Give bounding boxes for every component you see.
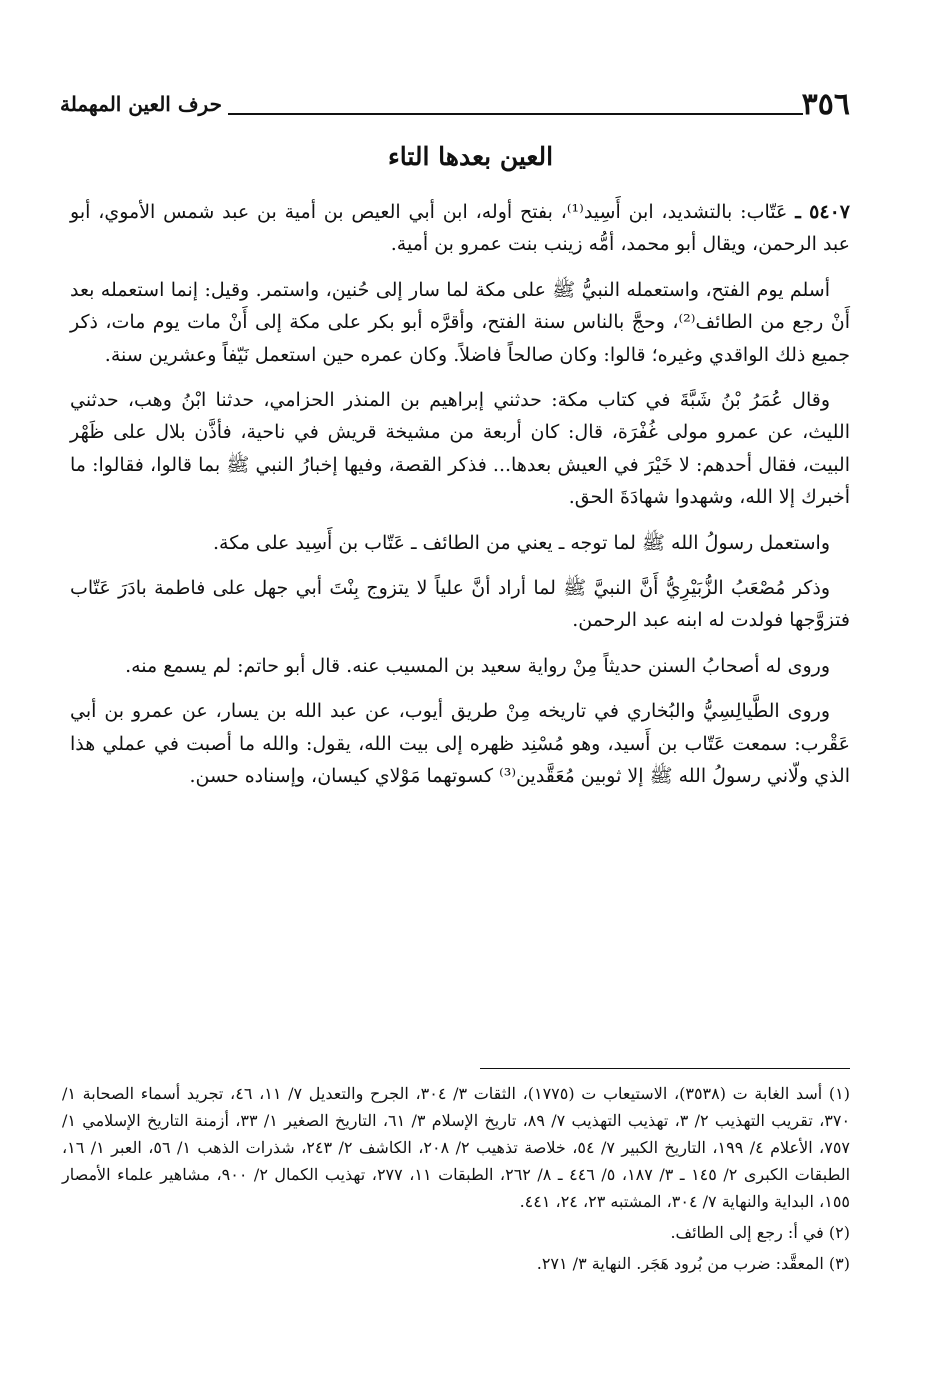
footnote: (٢) في أ: رجع إلى الطائف.	[670, 1223, 850, 1242]
entry-paragraph: وروى الطَّيالِسِيُّ والبُخاري في تاريخه مِنْ طريق أيوب، عن عبد الله بن يسار، عن عمرو بن أبي عَقْرب: سمعت عَتّاب بن أَسيد، وهو مُسْنِد ظهره إلى بيت الله، يقول: والله ما أصبت في عملي هذا الذي ولّاني رسولُ الله ﷺ إلا ثوبين مُعَقَّدين⁽³⁾ كسوتهما مَوْلاي كيسان، وإسناده حسن.	[70, 700, 850, 788]
header-rule	[228, 113, 803, 115]
entry-paragraph-text: عَتّاب: بالتشديد، ابن أَسِيد⁽¹⁾، بفتح أوله، ابن أبي العيص بن أمية بن عبد شمس الأموي، أبو عبد الرحمن، ويقال أبو محمد، أمُّه زينب بنت عمرو بن أمية.	[70, 201, 850, 256]
entry-paragraph: وقال عُمَرُ بْنُ شَبَّةَ في كتاب مكة: حدثني إبراهيم بن المنذر الحزامي، حدثنا ابْنُ وهب، حدثني الليث، عن عمرو مولى غُفْرَة، قال: كان أربعة من مشيخة قريش في ناحية، فأذَّن بلال على ظَهْر البيت، فقال أحدهم: لا خَيْرَ في العيش بعدها... فذكر القصة، وفيها إخبارُ النبي ﷺ بما قالوا، فقالوا: ما أخبرك إلا الله، وشهدوا شهادَةَ الحق.	[70, 389, 850, 509]
entry-paragraph	[70, 196, 850, 261]
entry-paragraph: وروى له أصحابُ السنن حديثاً مِنْ رواية سعيد بن المسيب عنه. قال أبو حاتم: لم يسمع منه.	[125, 654, 830, 677]
footnotes	[62, 1080, 850, 1281]
entry-body	[70, 196, 850, 806]
entry-number: ٥٤٠٧ ـ	[795, 201, 850, 223]
page-number: ٣٥٦	[801, 86, 850, 122]
entry-paragraph: وذكر مُصْعَبُ الزُّبَيْرِيُّ أَنَّ النبيَّ ﷺ لما أراد أنَّ علياً لا يتزوج بِنْتَ أبي جهل على فاطمة بادَرَ عَتّاب فتزوَّجها فولدت له ابنه عبد الرحمن.	[70, 577, 850, 632]
footnote: (١) أسد الغابة ت (٣٥٣٨)، الاستيعاب ت (١٧٧٥)، الثقات ٣/ ٣٠٤، الجرح والتعديل ٧/ ١١، ٤٦، تجريد أسماء الصحابة ١/ ٣٧٠، تقريب التهذيب ٢/ ٣، تهذيب التهذيب ٧/ ٨٩، تاريخ الإسلام ٣/ ٦١، التاريخ الصغير ١/ ٣٣، أزمنة التاريخ الإسلامي ١/ ٧٥٧، الأعلام ٤/ ١٩٩، التاريخ الكبير ٧/ ٥٤، خلاصة تذهيب ٢/ ٢٠٨، الكاشف ٢/ ٢٤٣، شذرات الذهب ١/ ٥٦، العبر ١/ ١٦، الطبقات الكبرى ٢/ ١٤٥ ـ ٣/ ١٨٧، ٥/ ٤٤٦ ـ ٨/ ٢٦٢، الطبقات ١١، ٢٧٧، تهذيب الكمال ٢/ ٩٠٠، مشاهير علماء الأمصار ١٥٥، البداية والنهاية ٧/ ٣٠٤، المشتبه ٢٣، ٢٤، ٤٤١.	[62, 1084, 851, 1211]
footnote-rule	[480, 1068, 850, 1069]
entry-paragraph: واستعمل رسولُ الله ﷺ لما توجه ـ يعني من الطائف ـ عَتّاب بن أَسِيد على مكة.	[212, 531, 830, 554]
footnote: (٣) المعقَّد: ضرب من بُرود هَجَر. النهاية ٣/ ٢٧١.	[536, 1254, 850, 1273]
page-header	[60, 84, 850, 124]
running-head: حرف العين المهملة	[60, 92, 222, 116]
entry-paragraph: أسلم يوم الفتح، واستعمله النبيُّ ﷺ على مكة لما سار إلى حُنين، واستمر. وقيل: إنما استعمله بعد أَنْ رجع من الطائف⁽²⁾، وحجَّ بالناس سنة الفتح، وأقرَّه أبو بكر على مكة إلى أَنْ مات يوم مات، ذكر جميع ذلك الواقدي وغيره؛ قالوا: وكان صالحاً فاضلاً. وكان عمره حين استعمل نَيّفاً وعشرين سنة.	[70, 278, 850, 366]
section-title: العين بعدها التاء	[387, 142, 554, 171]
